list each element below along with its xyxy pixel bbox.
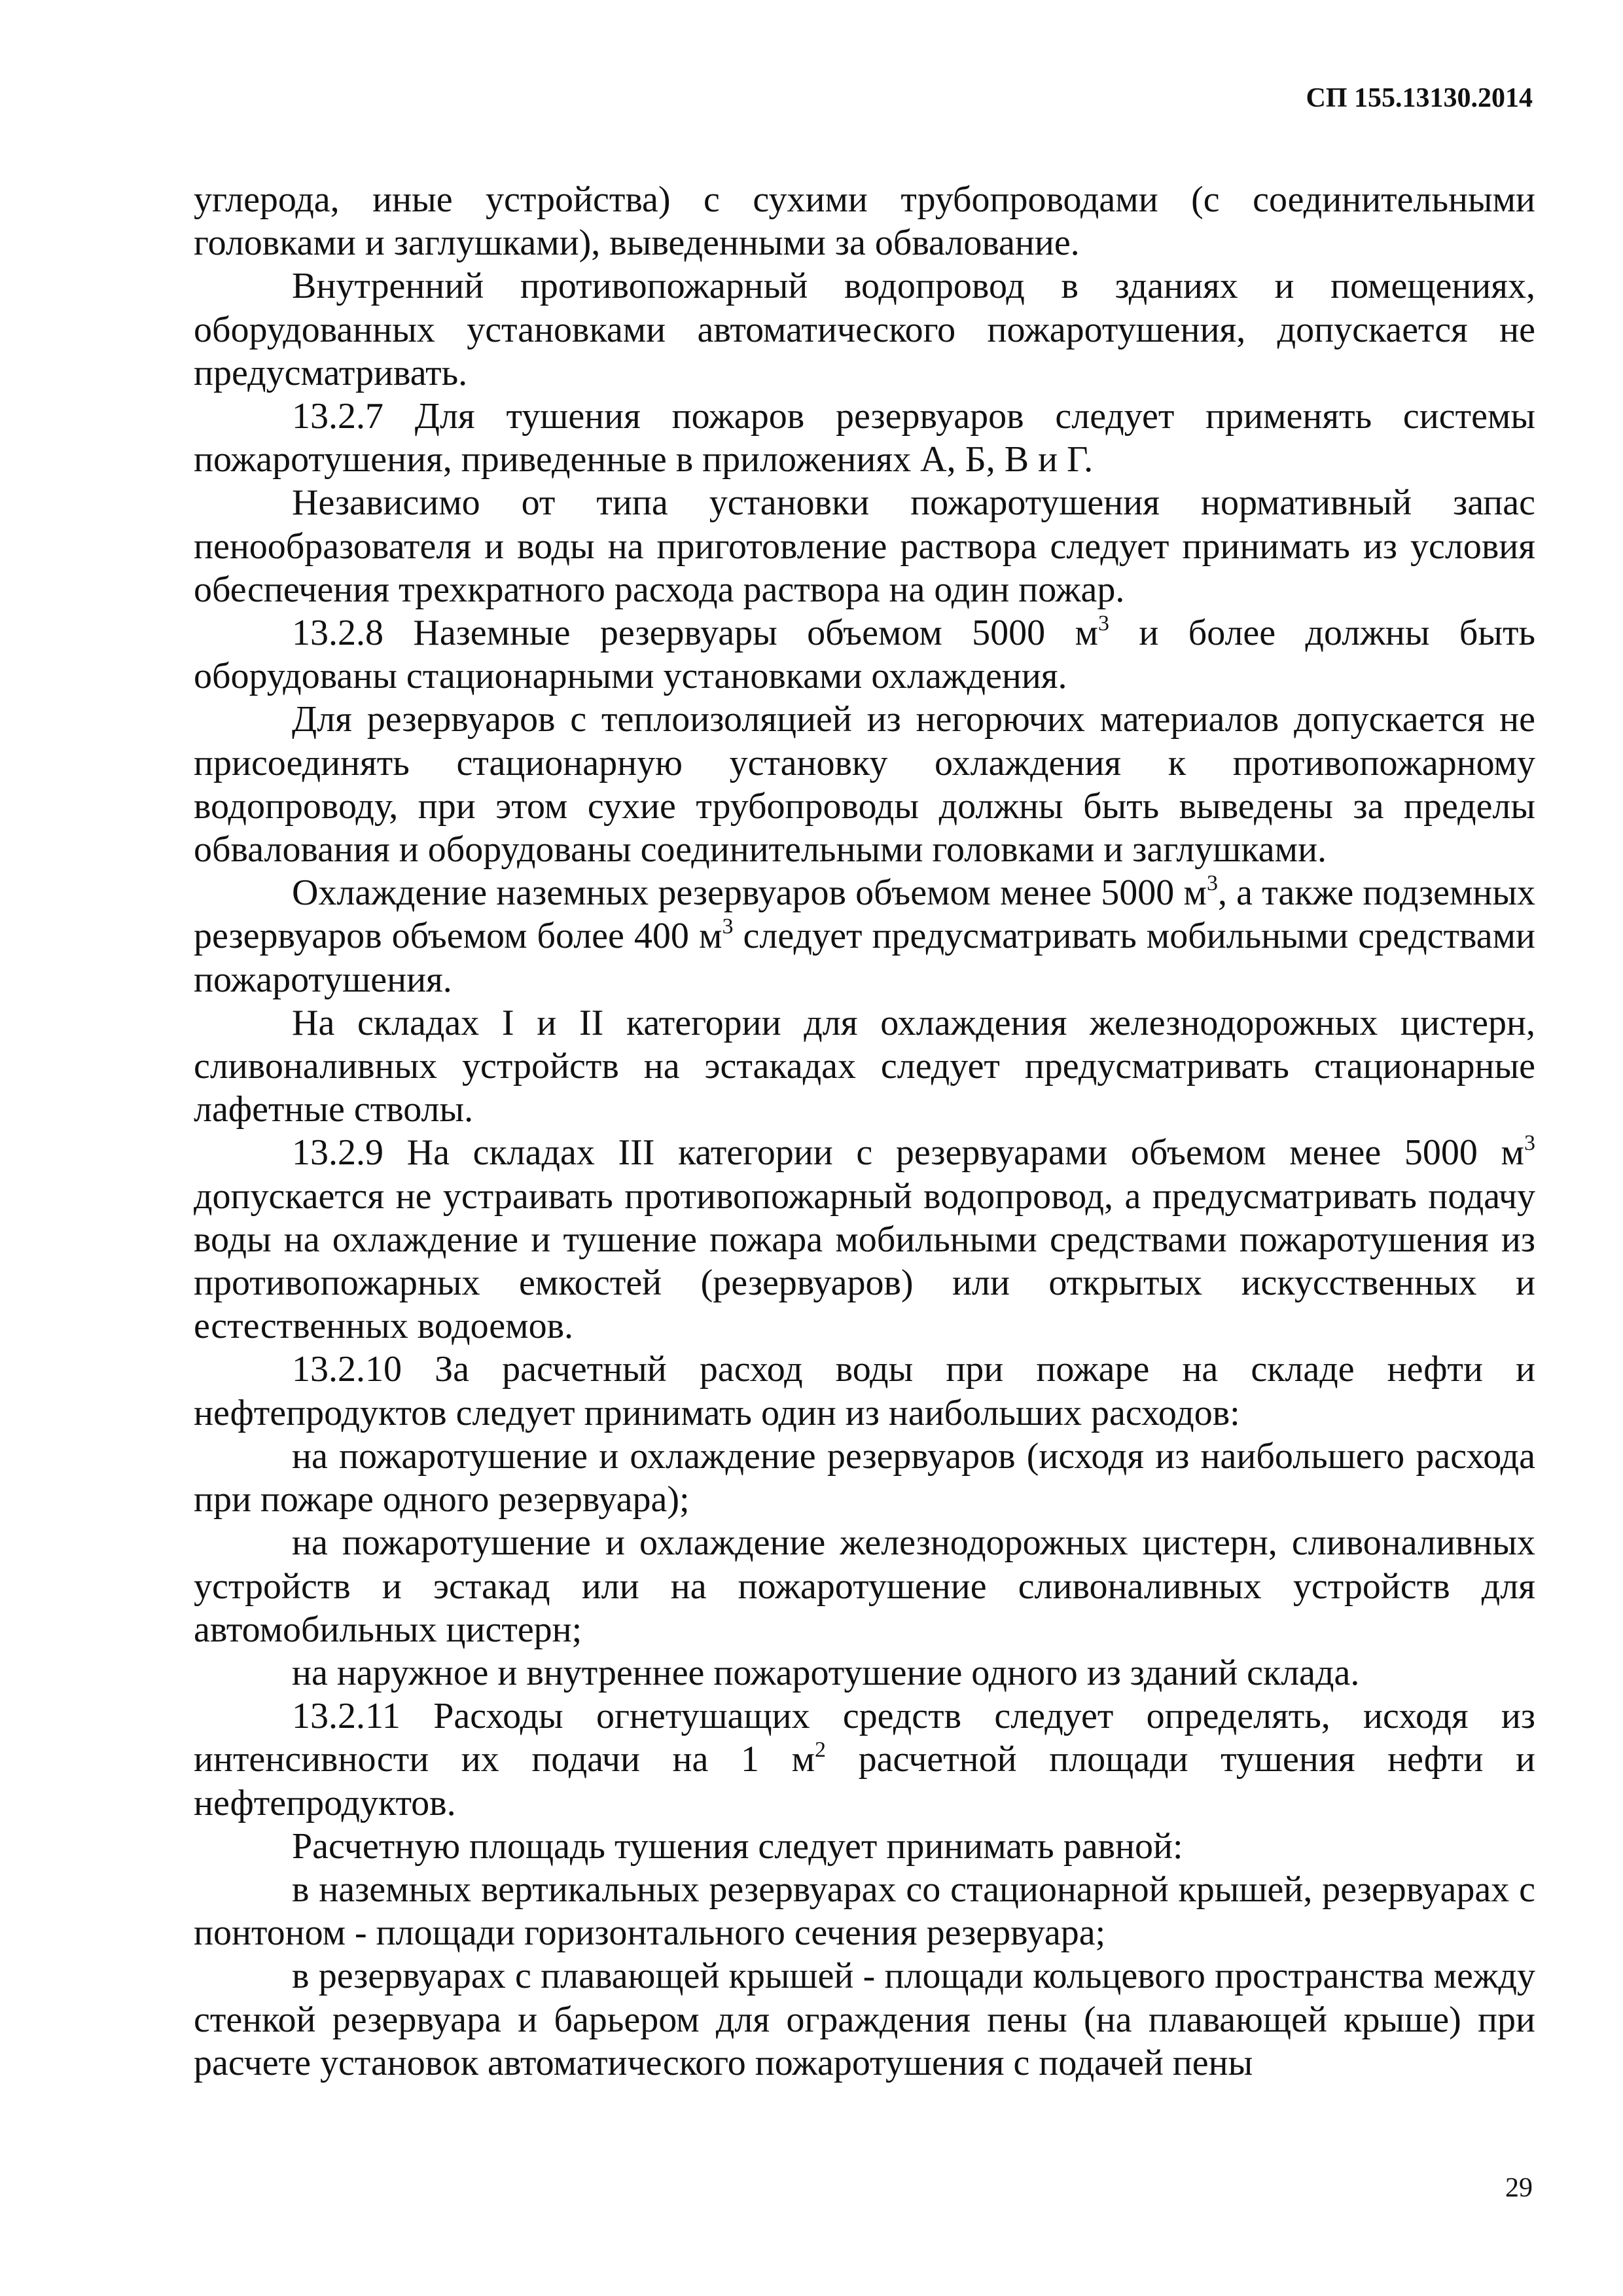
cooling-text-a: Охлаждение наземных резервуаров объемом менее 5000 м xyxy=(292,872,1207,914)
clause-13-2-9 xyxy=(194,1131,1535,1348)
cooling-text-b: , а также подземных резервуаров объемом более 400 м xyxy=(194,872,1536,957)
clause-13-2-11-text-a: 13.2.11 Расходы огнетушащих средств следует определять, исходя из интенсивности их подачи на 1 м xyxy=(194,1696,1535,1780)
cubic-superscript: 3 xyxy=(1524,1131,1535,1156)
clause-13-2-9-text-b: допускается не устраивать противопожарный водопровод, а предусматривать подачу воды на охлаждение и тушение пожара мобильными средствами пожаротушения из противопожарных емкостей (резервуаров) или открытых искусственных и естественных водоемов. xyxy=(194,1175,1535,1347)
paragraph-thermal-insulation: Для резервуаров с теплоизоляцией из негорючих материалов допускается не присоединять стационарную установку охлаждения к противопожарному водопроводу, при этом сухие трубопроводы должны быть выведены за пределы обвалования и оборудованы соединительными головками и заглушками. xyxy=(194,699,1535,870)
paragraph-continuation: углерода, иные устройства) с сухими трубопроводами (с соединительными головками и заглушками), выведенными за обвалование. xyxy=(194,179,1535,264)
list-item-rail-tanks: на пожаротушение и охлаждение железнодорожных цистерн, сливоналивных устройств и эстакад или на пожаротушение сливоналивных устройств для автомобильных цистерн; xyxy=(194,1522,1535,1650)
paragraph-calc-area: Расчетную площадь тушения следует принимать равной: xyxy=(292,1825,1183,1867)
paragraph-internal-water-supply: Внутренний противопожарный водопровод в зданиях и помещениях, оборудованных установками автоматического пожаротушения, допускается не предусматривать. xyxy=(194,266,1535,393)
list-item-buildings: на наружное и внутреннее пожаротушение одного из зданий склада. xyxy=(292,1652,1360,1693)
paragraph-foam-reserve: Независимо от типа установки пожаротушения нормативный запас пенообразователя и воды на приготовление раствора следует принимать из условия обеспечения трехкратного расхода раствора на один пожар. xyxy=(194,482,1535,610)
document-body xyxy=(194,178,1535,2085)
clause-13-2-11-text-b: расчетной площади тушения нефти и нефтепродуктов. xyxy=(194,1739,1535,1823)
document-code-header: СП 155.13130.2014 xyxy=(1306,83,1533,113)
cooling-text-c: следует предусматривать мобильными средствами пожаротушения. xyxy=(194,916,1536,1000)
list-item-tank-fire: на пожаротушение и охлаждение резервуаров (исходя из наибольшего расхода при пожаре одного резервуара); xyxy=(194,1435,1535,1520)
clause-13-2-10: 13.2.10 За расчетный расход воды при пожаре на складе нефти и нефтепродуктов следует принимать один из наибольших расходов: xyxy=(194,1349,1535,1433)
cubic-superscript: 3 xyxy=(1098,611,1109,636)
cubic-superscript: 3 xyxy=(1206,871,1218,896)
clause-13-2-7: 13.2.7 Для тушения пожаров резервуаров следует применять системы пожаротушения, приведенные в приложениях А, Б, В и Г. xyxy=(194,396,1535,480)
clause-13-2-8-text-a: 13.2.8 Наземные резервуары объемом 5000 м xyxy=(292,613,1098,654)
clause-13-2-9-text-a: 13.2.9 На складах III категории с резервуарами объемом менее 5000 м xyxy=(292,1132,1524,1174)
cubic-superscript: 3 xyxy=(722,914,734,939)
list-item-fixed-roof: в наземных вертикальных резервуарах со стационарной крышей, резервуарах с понтоном - площади горизонтального сечения резервуара; xyxy=(194,1869,1535,1954)
list-item-floating-roof: в резервуарах с плавающей крышей - площади кольцевого пространства между стенкой резервуара и барьером для ограждения пены (на плавающей крыше) при расчете установок автоматического пожаротушения с подачей пены xyxy=(194,1956,1535,2083)
paragraph-monitor-nozzles: На складах I и II категории для охлаждения железнодорожных цистерн, сливоналивных устройств на эстакадах следует предусматривать стационарные лафетные стволы. xyxy=(194,1002,1535,1130)
clause-13-2-8 xyxy=(194,611,1535,698)
clause-13-2-8-text-b: и более должны быть оборудованы стационарными установками охлаждения. xyxy=(194,613,1535,697)
clause-13-2-11 xyxy=(194,1695,1535,1825)
paragraph-cooling-mobile xyxy=(194,871,1535,1001)
page-number: 29 xyxy=(1505,2173,1533,2203)
square-superscript: 2 xyxy=(815,1738,826,1763)
